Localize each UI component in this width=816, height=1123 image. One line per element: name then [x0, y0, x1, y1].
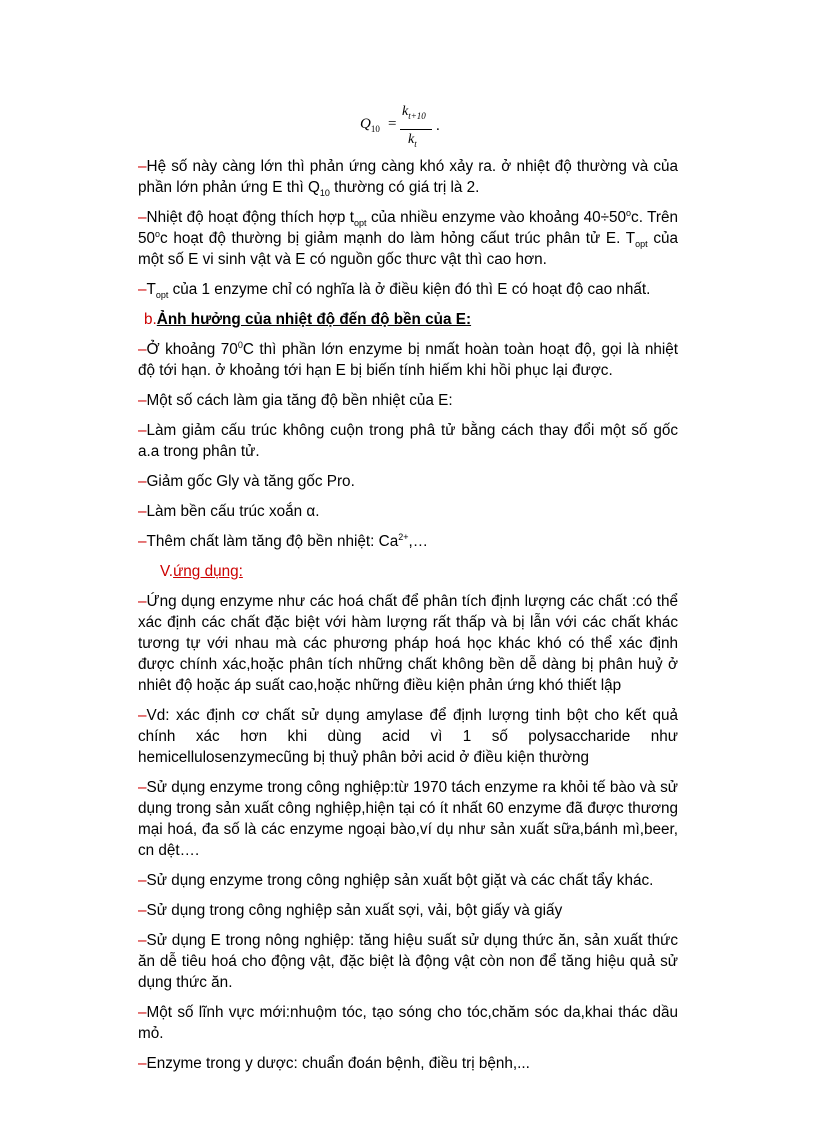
dash-bullet: – — [138, 1055, 147, 1072]
section-title: Ảnh hưởng của nhiệt độ đến độ bền của E: — [156, 311, 472, 328]
paragraph-alpha-helix: –Làm bền cấu trúc xoắn α. — [138, 503, 320, 520]
dash-bullet: – — [138, 872, 147, 889]
dash-bullet: – — [138, 158, 147, 175]
section-title: ứng dụng: — [173, 563, 243, 580]
paragraph-detergent: –Sử dụng enzyme trong công nghiệp sản xuất bột giặt và các chất tẩy khác. — [138, 872, 654, 889]
paragraph-textile-paper: –Sử dụng trong công nghiệp sản xuất sợi, vải, bột giấy và giấy — [138, 902, 563, 919]
dash-bullet: – — [138, 503, 147, 520]
paragraph-critical-temperature: –Ở khoảng $70^0C$ thì phần lớn enzyme bị nmất hoàn toàn hoạt độ, gọi là nhiệt độ tới hạn. ở khoảng tới hạn E bị biến tính hiếm khi hồi phục lại được. — [138, 339, 678, 379]
dash-bullet: – — [138, 932, 147, 949]
paragraph-gly-pro: –Giảm gốc Gly và tăng gốc Pro. — [138, 473, 355, 490]
formula-period: . — [436, 118, 440, 134]
section-heading-v — [138, 561, 678, 582]
paragraph-industry-use: –Sử dụng enzyme trong công nghiệp:từ 1970 tách enzyme ra khỏi tế bào và sử dụng trong sản xuất công nghiệp,hiện tại có ít nhất 60 enzyme đã được thương mại hoá, đa số là các enzyme ngoại bào,ví dụ như sản xuất sữa,bánh mì,beer, cn dệt…. — [138, 779, 678, 859]
dash-bullet: – — [138, 533, 147, 550]
dash-bullet: – — [138, 902, 147, 919]
formula-numerator: $k_{t+10}$ — [402, 104, 426, 121]
formula-denominator: $k_t$ — [408, 132, 417, 149]
paragraph-reduce-coil: –Làm giảm cấu trúc không cuộn trong phâ tử bằng cách thay đổi một số gốc a.a trong phân tử. — [138, 422, 678, 460]
paragraph-q10-meaning: –Hệ số này càng lớn thì phản ứng càng khó xảy ra. ở nhiệt độ thường và của phần lớn phản ứng E thì $Q_{10}$ thường có giá trị là 2. — [138, 158, 678, 199]
dash-bullet: – — [138, 341, 147, 358]
paragraph-analytical-use: –Ứng dụng enzyme như các hoá chất để phân tích định lượng các chất :có thể xác định các chất đặc biệt với hàm lượng rất thấp và bị lẫn với các chất khác tương tự với nhau mà các phương pháp hoá học khác khó có thể xác định được chính xác,hoặc phân tích những chất không bền dễ dàng bị phân huỷ ở nhiêt độ hoặc áp suất cao,hoặc những điều kiện phản ứng khó thiết lập — [138, 593, 678, 694]
dash-bullet: – — [138, 209, 147, 226]
q10-formula — [358, 104, 468, 154]
paragraph-new-fields: –Một số lĩnh vực mới:nhuộm tóc, tạo sóng cho tóc,chăm sóc da,khai thác dầu mỏ. — [138, 1004, 678, 1042]
section-marker: b. — [144, 311, 157, 328]
paragraph-example-amylase: –Vd: xác định cơ chất sử dụng amylase để định lượng tinh bột cho kết quả chính xác hơn khi dùng acid vì 1 số polysaccharide như hemicellulosenzymecũng bị thuỷ phân bởi acid ở điều kiện thường — [138, 707, 678, 766]
paragraph-agriculture: –Sử dụng E trong nông nghiệp: tăng hiệu suất sử dụng thức ăn, sản xuất thức ăn dễ tiêu hoá cho động vật, đặc biệt là động vật còn non để tăng hiệu quả sử dụng thức ăn. — [138, 932, 678, 991]
document-body — [138, 156, 678, 1083]
paragraph-calcium: –Thêm chất làm tăng độ bền nhiệt: $Ca^{2+},\dots$ — [138, 531, 429, 550]
fraction-bar — [400, 129, 432, 130]
paragraph-topt-range: –Nhiệt độ hoạt động thích hợp $t_{opt}$ của nhiều enzyme vào khoảng $40\div 50^oc$. Trên 50$^o$c hoạt độ thường bị giảm mạnh do làm hỏng cấut trúc phân tử E. $T_{opt}$ của một số E vi sinh vật và E có nguồn gốc thưc vật thì cao hơn. — [138, 207, 678, 268]
dash-bullet: – — [138, 473, 147, 490]
section-heading-b — [138, 309, 678, 330]
dash-bullet: – — [138, 392, 147, 409]
dash-bullet: – — [138, 281, 147, 298]
dash-bullet: – — [138, 707, 147, 724]
dash-bullet: – — [138, 593, 147, 610]
paragraph-stability-methods: –Một số cách làm gia tăng độ bền nhiệt của E: — [138, 392, 453, 409]
dash-bullet: – — [138, 779, 147, 796]
section-marker: V. — [160, 563, 174, 580]
paragraph-medicine: –Enzyme trong y dược: chuẩn đoán bệnh, điều trị bệnh,... — [138, 1055, 530, 1072]
dash-bullet: – — [138, 1004, 147, 1021]
dash-bullet: – — [138, 422, 147, 439]
formula-equals: = — [388, 116, 397, 132]
paragraph-topt-meaning: $-T_{opt}$ của 1 enzyme chỉ có nghĩa là ở điều kiện đó thì E có hoạt độ cao nhất. — [138, 281, 651, 301]
formula-lhs: $Q_{10}$ — [360, 116, 380, 134]
